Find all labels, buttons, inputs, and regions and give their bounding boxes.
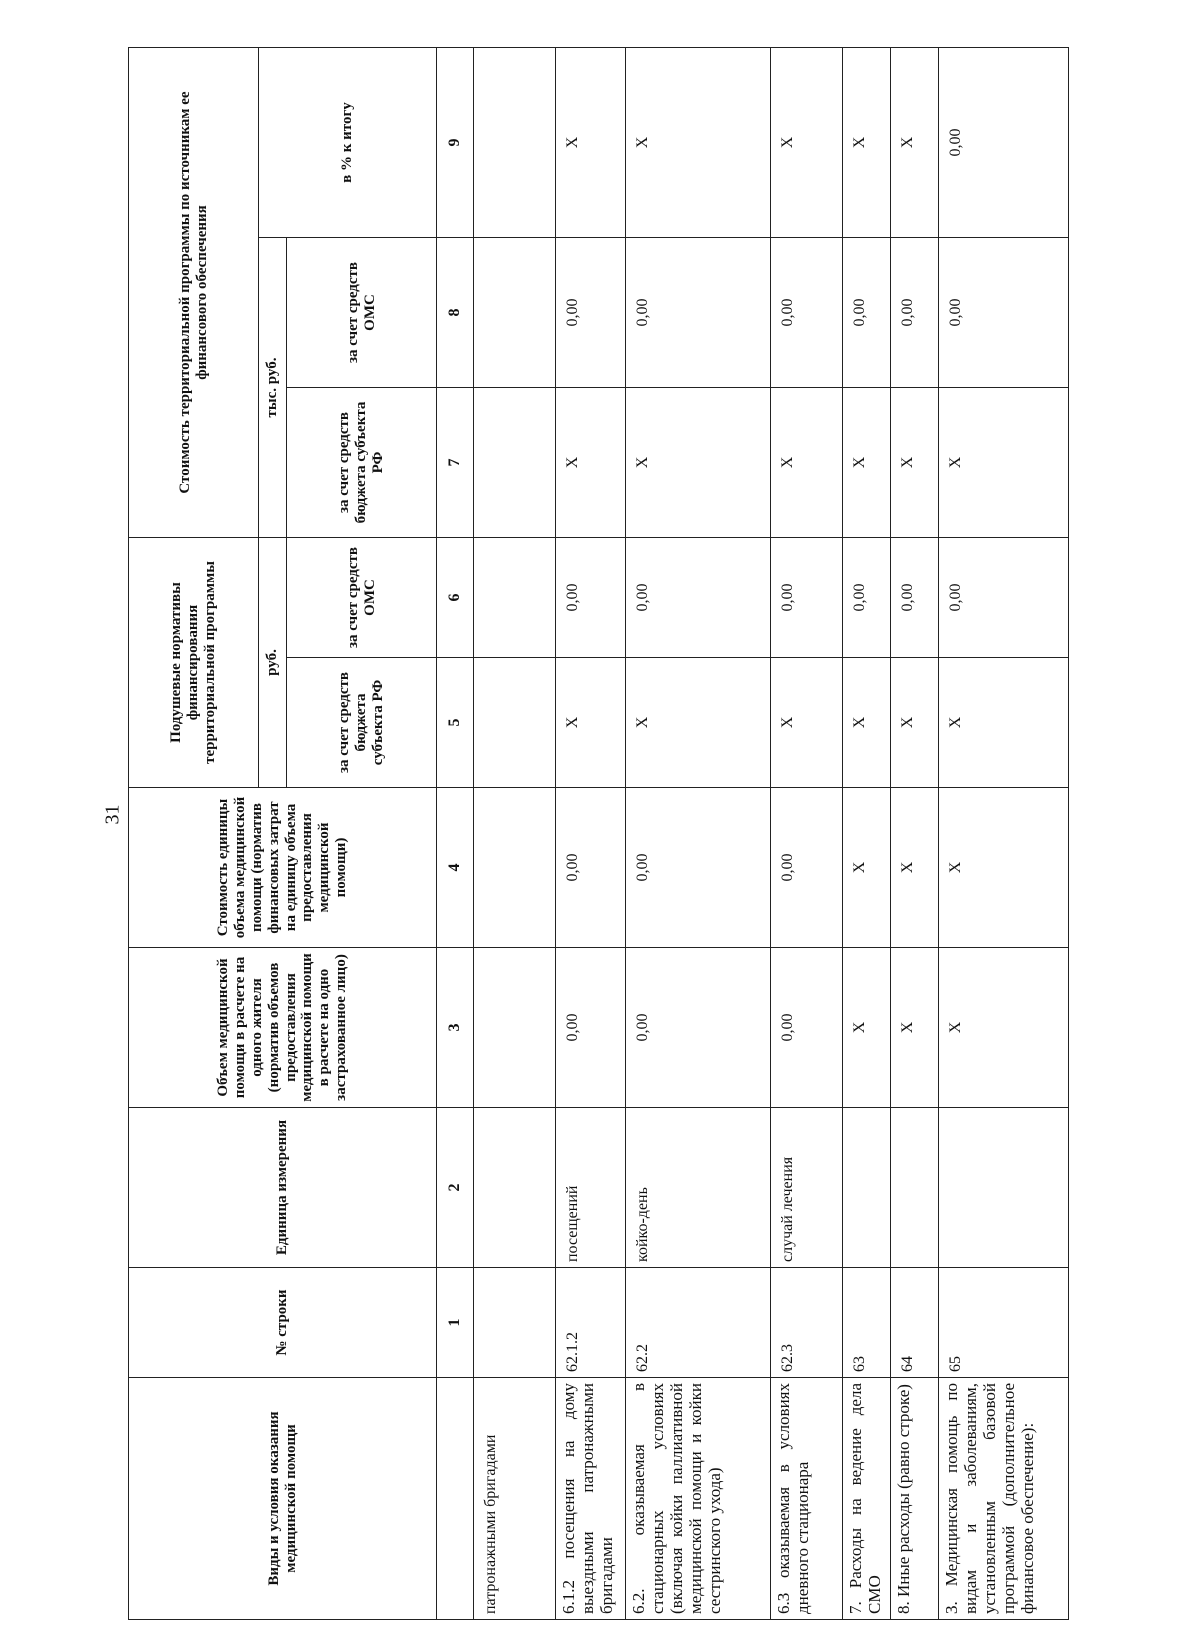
table-row	[474, 47, 556, 1619]
table-row	[556, 47, 626, 1619]
row-cost-budget: X	[626, 388, 771, 538]
row-cost-budget: X	[771, 388, 843, 538]
row-norm-oms: 0,00	[891, 538, 939, 658]
row-cost-oms: 0,00	[626, 238, 771, 388]
header-cost-budget: за счет средств бюджета субъекта РФ	[287, 388, 437, 538]
header-line-number: № строки	[129, 1268, 437, 1378]
row-unit-cost: 0,00	[626, 788, 771, 948]
row-unit	[474, 1108, 556, 1268]
header-kinds: Виды и условия оказания медицинской помощи	[129, 1378, 437, 1620]
row-percent	[474, 47, 556, 237]
row-norm-budget	[474, 658, 556, 788]
row-norm-oms: 0,00	[939, 538, 1069, 658]
rotated-table-wrapper	[128, 48, 1038, 1620]
col-number: 9	[437, 47, 474, 237]
row-name: 6.3 оказываемая в условиях дневного стационара	[771, 1378, 843, 1620]
row-norm-oms: 0,00	[843, 538, 891, 658]
col-number: 7	[437, 388, 474, 538]
table-row	[843, 47, 891, 1619]
row-volume: 0,00	[626, 948, 771, 1108]
col-number	[437, 1378, 474, 1620]
row-cost-budget: X	[939, 388, 1069, 538]
header-percent-total: в % к итогу	[259, 47, 437, 237]
row-name: 7. Расходы на ведение дела СМО	[843, 1378, 891, 1620]
row-percent: X	[556, 47, 626, 237]
row-cost-oms: 0,00	[891, 238, 939, 388]
row-volume: X	[939, 948, 1069, 1108]
row-norm-budget: X	[771, 658, 843, 788]
row-name: 6.2. оказываемая в стационарных условиях (включая койки паллиативной медицинской помощи и койки сестринского ухода)	[626, 1378, 771, 1620]
row-unit: койко-день	[626, 1108, 771, 1268]
row-norm-oms: 0,00	[771, 538, 843, 658]
col-number: 5	[437, 658, 474, 788]
row-unit	[939, 1108, 1069, 1268]
row-volume	[474, 948, 556, 1108]
row-line: 63	[843, 1268, 891, 1378]
header-per-capita-normatives: Подушевые нормативы финансирования территориальной программы	[129, 538, 259, 788]
row-percent: X	[843, 47, 891, 237]
row-volume: X	[843, 948, 891, 1108]
row-volume: 0,00	[771, 948, 843, 1108]
header-program-cost: Стоимость территориальной программы по источникам ее финансового обеспечения	[129, 47, 259, 537]
col-number: 2	[437, 1108, 474, 1268]
row-line	[474, 1268, 556, 1378]
row-unit-cost: X	[891, 788, 939, 948]
row-line: 62.1.2	[556, 1268, 626, 1378]
row-unit-cost: X	[843, 788, 891, 948]
row-cost-budget: X	[891, 388, 939, 538]
header-cost-oms: за счет средств ОМС	[287, 238, 437, 388]
header-unit: Единица измерения	[129, 1108, 437, 1268]
header-rub: руб.	[259, 538, 287, 788]
row-unit: посещений	[556, 1108, 626, 1268]
row-line: 62.2	[626, 1268, 771, 1378]
row-name: 6.1.2 посещения на дому выездными патронажными бригадами	[556, 1378, 626, 1620]
row-unit-cost	[474, 788, 556, 948]
row-norm-budget: X	[939, 658, 1069, 788]
col-number: 6	[437, 538, 474, 658]
table-row	[891, 47, 939, 1619]
financing-table	[128, 47, 1069, 1620]
row-cost-oms: 0,00	[771, 238, 843, 388]
header-norm-budget: за счет средств бюджета субъекта РФ	[287, 658, 437, 788]
col-number: 3	[437, 948, 474, 1108]
row-unit	[891, 1108, 939, 1268]
row-cost-oms: 0,00	[556, 238, 626, 388]
row-volume: X	[891, 948, 939, 1108]
row-name: 3. Медицинская помощь по видам и заболеваниям, установленным базовой программой (дополнительное финансовое обеспечение):	[939, 1378, 1069, 1620]
page-number: 31	[101, 804, 124, 825]
header-unit-cost: Стоимость единицы объема медицинской помощи (норматив финансовых затрат на единицу объема предоставления медицинской помощи)	[129, 788, 437, 948]
col-number: 8	[437, 238, 474, 388]
row-norm-budget: X	[891, 658, 939, 788]
row-norm-oms: 0,00	[626, 538, 771, 658]
row-norm-budget: X	[626, 658, 771, 788]
row-volume: 0,00	[556, 948, 626, 1108]
row-line: 64	[891, 1268, 939, 1378]
row-norm-oms: 0,00	[556, 538, 626, 658]
row-percent: X	[771, 47, 843, 237]
row-cost-oms	[474, 238, 556, 388]
table-row	[771, 47, 843, 1619]
header-norm-oms: за счет средств ОМС	[287, 538, 437, 658]
row-norm-budget: X	[556, 658, 626, 788]
row-unit-cost: 0,00	[556, 788, 626, 948]
row-unit-cost: 0,00	[771, 788, 843, 948]
col-number: 4	[437, 788, 474, 948]
table-row	[939, 47, 1069, 1619]
row-percent: X	[626, 47, 771, 237]
col-number: 1	[437, 1268, 474, 1378]
row-norm-oms	[474, 538, 556, 658]
row-cost-budget	[474, 388, 556, 538]
row-percent: 0,00	[939, 47, 1069, 237]
row-norm-budget: X	[843, 658, 891, 788]
row-unit-cost: X	[939, 788, 1069, 948]
row-unit	[843, 1108, 891, 1268]
row-line: 62.3	[771, 1268, 843, 1378]
row-percent: X	[891, 47, 939, 237]
table-row	[626, 47, 771, 1619]
row-cost-budget: X	[843, 388, 891, 538]
row-name: патронажными бригадами	[474, 1378, 556, 1620]
row-line: 65	[939, 1268, 1069, 1378]
row-cost-oms: 0,00	[843, 238, 891, 388]
row-unit: случай лечения	[771, 1108, 843, 1268]
header-tys-rub: тыс. руб.	[259, 238, 287, 538]
row-name: 8. Иные расходы (равно строке)	[891, 1378, 939, 1620]
header-volume: Объем медицинской помощи в расчете на одного жителя (норматив объемов предоставления медицинской помощи в расчете на одно застрахованное лицо)	[129, 948, 437, 1108]
row-cost-budget: X	[556, 388, 626, 538]
row-cost-oms: 0,00	[939, 238, 1069, 388]
